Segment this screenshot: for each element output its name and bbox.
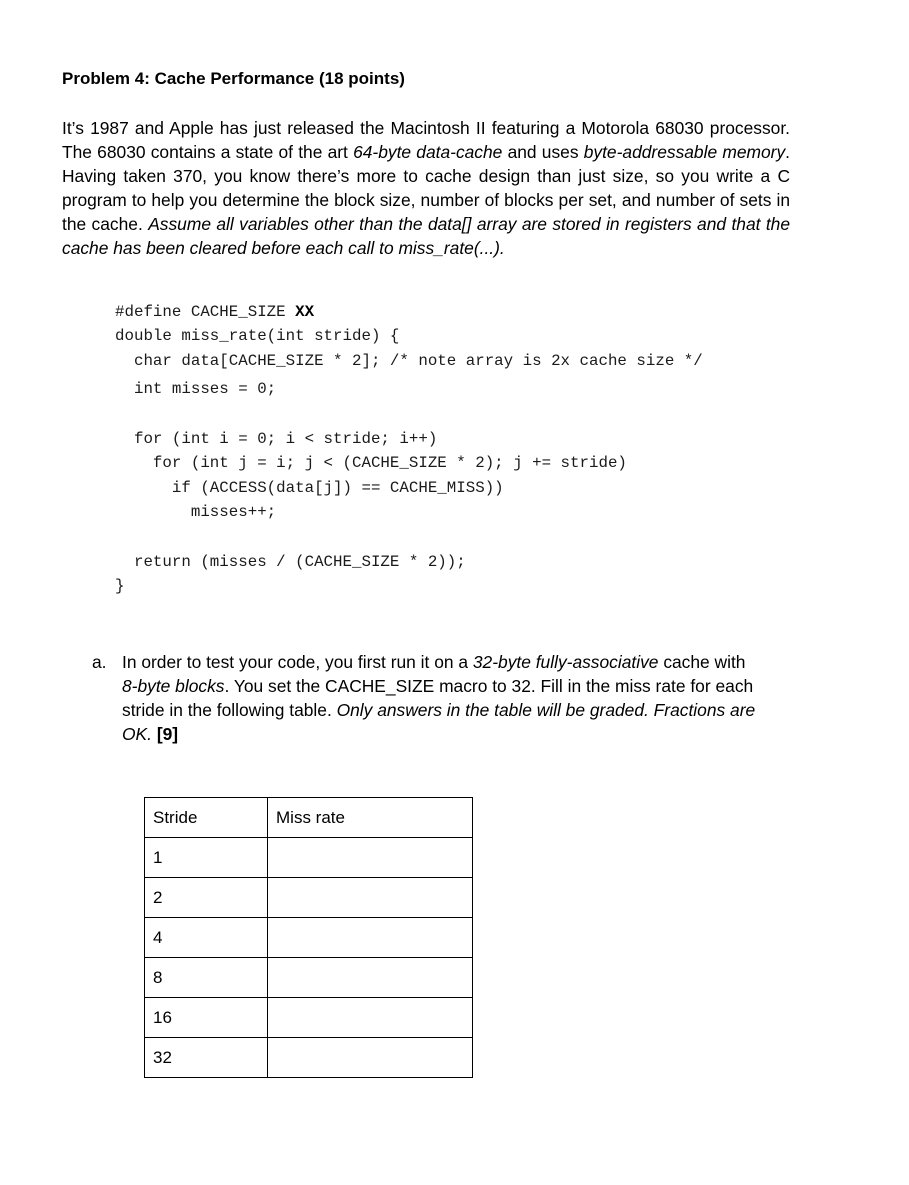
- header-stride: Stride: [145, 798, 268, 838]
- intro-text: It’s 1987 and Apple has just released the Macintosh II featuring a Motorola 68030 processor. The 68030 contains a state of the art: [62, 118, 790, 162]
- code-line: if (ACCESS(data[j]) == CACHE_MISS)): [115, 479, 504, 497]
- part-a-span: In order to test your code, you first run it on a: [122, 652, 473, 672]
- problem-title: Problem 4: Cache Performance (18 points): [62, 69, 405, 88]
- stride-cell: 4: [145, 918, 268, 958]
- miss-rate-answer-cell[interactable]: [268, 878, 473, 918]
- stride-cell: 2: [145, 878, 268, 918]
- intro-text: and uses: [502, 142, 584, 162]
- code-listing: [115, 302, 703, 595]
- intro-text: . Having taken 370, you know there’s more to cache design than just size, so you write a C program to help you determine the block size, number of blocks per set, and number of sets in the cache.: [62, 142, 790, 234]
- problem-intro: [62, 116, 790, 260]
- intro-emphasis-cache: 64-byte data-cache: [353, 142, 503, 162]
- table-header-row: [145, 798, 473, 838]
- code-line: misses++;: [115, 503, 277, 521]
- part-a-span: . You set the CACHE_SIZE macro to 32. Fill in the miss rate for each stride in the following table.: [122, 676, 754, 720]
- code-line: char data[CACHE_SIZE * 2]; /* note array is 2x cache size */: [115, 352, 703, 370]
- part-a-marker: a.: [92, 652, 107, 672]
- part-a-instruction: Only answers in the table will be graded. Fractions are OK.: [122, 700, 756, 744]
- table-row: [145, 998, 473, 1038]
- miss-rate-answer-cell[interactable]: [268, 918, 473, 958]
- stride-cell: 32: [145, 1038, 268, 1078]
- define-value: XX: [295, 303, 315, 321]
- code-line: for (int i = 0; i < stride; i++): [115, 430, 438, 448]
- intro-emphasis-memory: byte-addressable memory: [583, 142, 786, 162]
- miss-rate-answer-cell[interactable]: [268, 958, 473, 998]
- table-row: [145, 1038, 473, 1078]
- part-a-emphasis-blocks: 8-byte blocks: [122, 676, 225, 696]
- code-line: double miss_rate(int stride) {: [115, 327, 400, 345]
- stride-cell: 16: [145, 998, 268, 1038]
- code-line: int misses = 0;: [115, 380, 277, 398]
- header-miss-rate: Miss rate: [268, 798, 473, 838]
- part-a-text: [122, 650, 762, 746]
- code-line: return (misses / (CACHE_SIZE * 2));: [115, 553, 466, 571]
- part-a-points: [9]: [156, 724, 179, 744]
- code-line-define: [115, 302, 314, 322]
- table-row: [145, 918, 473, 958]
- code-line: }: [115, 577, 125, 595]
- miss-rate-answer-cell[interactable]: [268, 1038, 473, 1078]
- intro-assumption: Assume all variables other than the data[] array are stored in registers and that the cache has been cleared before each call to miss_rate(...).: [62, 214, 791, 258]
- code-line: for (int j = i; j < (CACHE_SIZE * 2); j += stride): [115, 454, 627, 472]
- define-prefix: #define CACHE_SIZE: [115, 303, 296, 321]
- table-row: [145, 838, 473, 878]
- miss-rate-table: [144, 797, 473, 1078]
- part-a-span: cache with: [658, 652, 746, 672]
- table-row: [145, 958, 473, 998]
- miss-rate-answer-cell[interactable]: [268, 838, 473, 878]
- stride-cell: 8: [145, 958, 268, 998]
- table-row: [145, 878, 473, 918]
- part-a-emphasis-cache: 32-byte fully-associative: [472, 652, 659, 672]
- miss-rate-answer-cell[interactable]: [268, 998, 473, 1038]
- stride-cell: 1: [145, 838, 268, 878]
